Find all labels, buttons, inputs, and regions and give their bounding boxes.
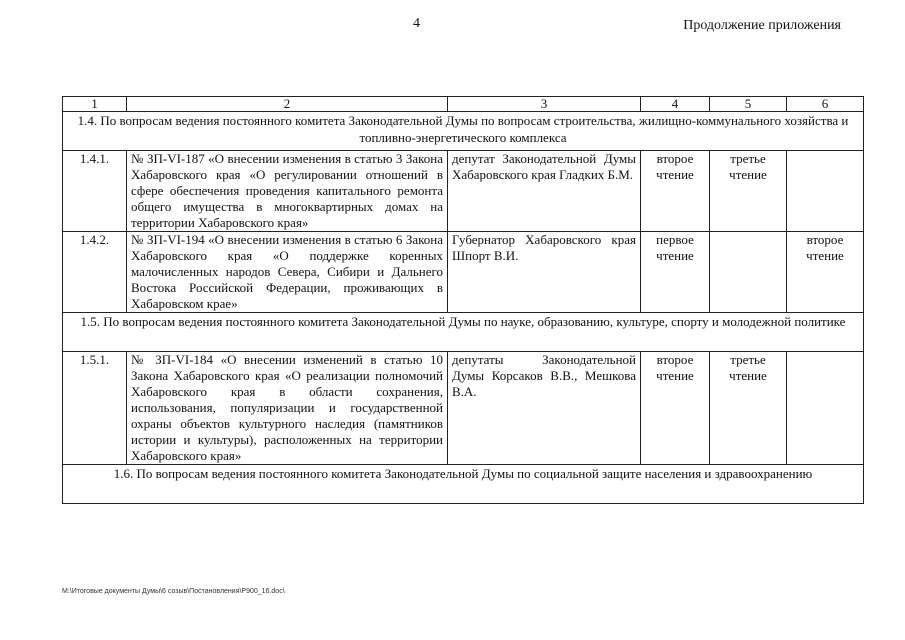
reading-stage: второе чтение (787, 232, 864, 313)
continuation-label: Продолжение приложения (683, 18, 841, 33)
table-row (63, 232, 864, 313)
bill-author: депутат Законодательной Думы Хабаровского края Гладких Б.М. (448, 151, 641, 232)
agenda-table (62, 96, 864, 504)
section-heading-row (63, 313, 864, 352)
page-number: 4 (413, 16, 420, 31)
reading-stage (710, 232, 787, 313)
reading-stage: третье чтение (710, 352, 787, 465)
column-header: 3 (448, 97, 641, 112)
bill-description: № ЗП-VI-194 «О внесении изменения в статью 6 Закона Хабаровского края «О поддержке коренных малочисленных народов Севера, Сибири и Дальнего Востока Российской Федерации, проживающих в Хабаровском крае» (127, 232, 448, 313)
section-heading-row (63, 465, 864, 504)
table-row (63, 352, 864, 465)
reading-stage: второе чтение (641, 151, 710, 232)
column-number-row (63, 97, 864, 112)
section-title: 1.4. По вопросам ведения постоянного комитета Законодательной Думы по вопросам строительства, жилищно-коммунального хозяйства и топливно-энергетического комплекса (63, 112, 864, 151)
column-header: 2 (127, 97, 448, 112)
section-title: 1.5. По вопросам ведения постоянного комитета Законодательной Думы по науке, образованию, культуре, спорту и молодежной политике (63, 313, 864, 352)
reading-stage: третье чтение (710, 151, 787, 232)
section-title: 1.6. По вопросам ведения постоянного комитета Законодательной Думы по социальной защите населения и здравоохранению (63, 465, 864, 504)
bill-description: № ЗП-VI-184 «О внесении изменений в статью 10 Закона Хабаровского края «О реализации полномочий Хабаровского края в области сохранения, использования, популяризации и государственной охраны объектов культурного наследия (памятников истории и культуры), расположенных на территории Хабаровского края» (127, 352, 448, 465)
column-header: 4 (641, 97, 710, 112)
reading-stage: первое чтение (641, 232, 710, 313)
reading-stage (787, 352, 864, 465)
column-header: 5 (710, 97, 787, 112)
column-header: 1 (63, 97, 127, 112)
file-path: M:\Итоговые документы Думы\6 созыв\Постановления\P900_16.doc\ (62, 588, 285, 595)
item-number: 1.5.1. (63, 352, 127, 465)
item-number: 1.4.2. (63, 232, 127, 313)
table-row (63, 151, 864, 232)
column-header: 6 (787, 97, 864, 112)
bill-author: Губернатор Хабаровского края Шпорт В.И. (448, 232, 641, 313)
bill-author: депутаты Законодательной Думы Корсаков В.В., Мешкова В.А. (448, 352, 641, 465)
bill-description: № ЗП-VI-187 «О внесении изменения в статью 3 Закона Хабаровского края «О регулировании отношений в сфере обеспечения проведения капитального ремонта общего имущества в многоквартирных домах на территории Хабаровского края» (127, 151, 448, 232)
section-heading-row (63, 112, 864, 151)
reading-stage (787, 151, 864, 232)
item-number: 1.4.1. (63, 151, 127, 232)
reading-stage: второе чтение (641, 352, 710, 465)
